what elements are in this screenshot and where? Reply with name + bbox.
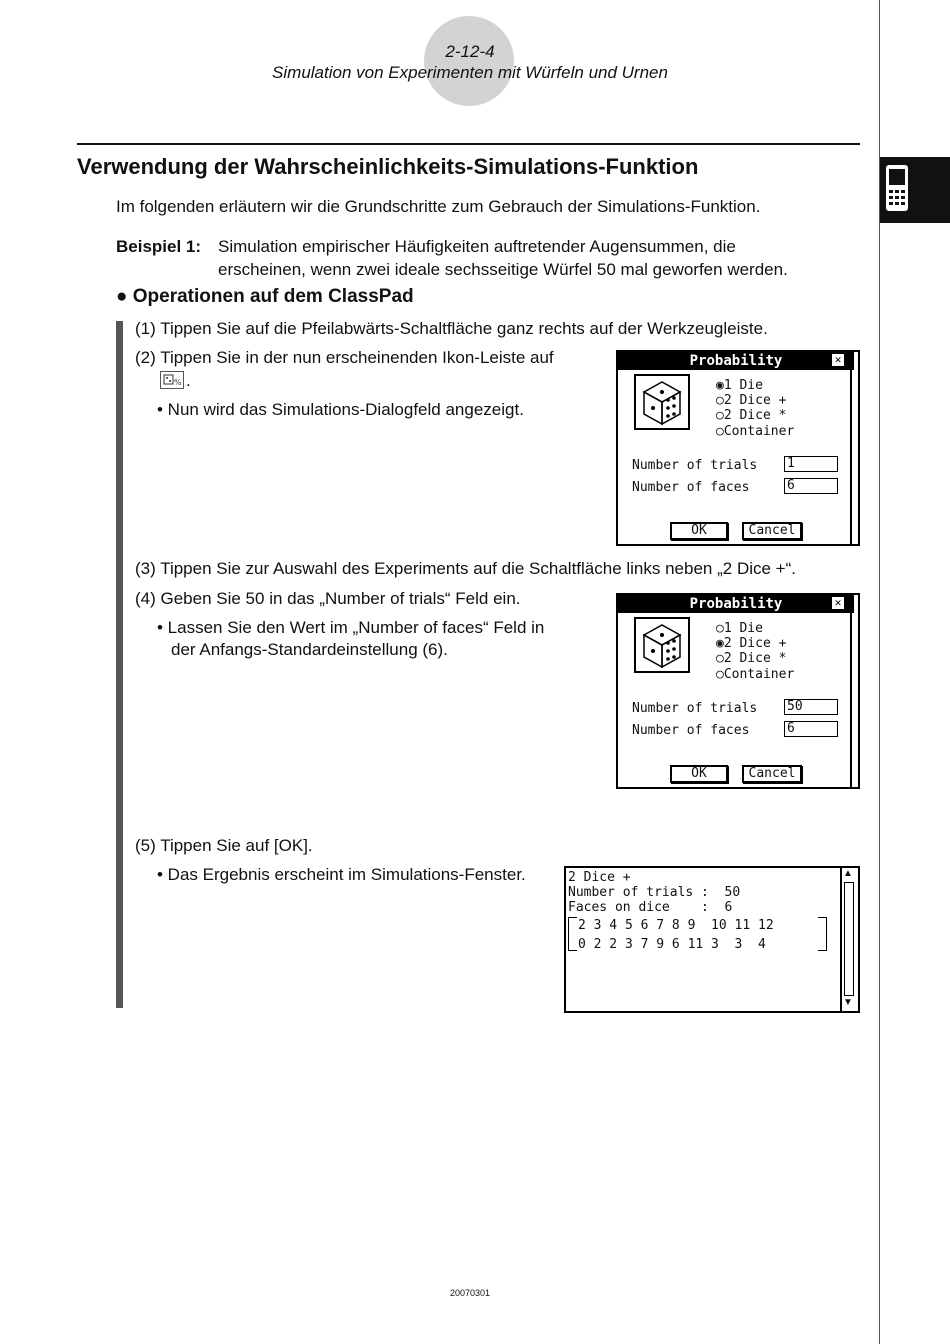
option-1-die[interactable]: ○1 Die [716,621,763,636]
page-number: 2-12-4 [445,42,495,61]
footer-code: 20070301 [449,1288,491,1298]
result-sums-row: 2 3 4 5 6 7 8 9 10 11 12 [578,918,774,933]
calculator-icon [880,157,950,223]
cancel-button[interactable]: Cancel [742,522,802,540]
result-counts-row: 0 2 2 3 7 9 6 11 3 3 4 [578,937,766,952]
simulation-result-window [564,866,860,1013]
intro-text: Im folgenden erläutern wir die Grundschritte zum Gebrauch der Simulations-Funktion. [116,197,761,216]
step-4: (4) Geben Sie 50 in das „Number of trials“ Feld ein. [135,589,521,608]
trials-field[interactable]: 50 [784,699,838,715]
close-icon[interactable]: ✕ [832,354,844,366]
matrix-right-bracket [818,917,827,951]
step-2: (2) Tippen Sie in der nun erscheinenden Ikon-Leiste auf [135,348,554,367]
step-bar [116,321,123,1008]
cancel-button[interactable]: Cancel [742,765,802,783]
trials-label: Number of trials [632,458,758,473]
section-heading: Verwendung der Wahrscheinlichkeits-Simulations-Funktion [77,154,699,179]
faces-label: Number of faces [632,723,750,738]
option-container[interactable]: ○Container [716,424,795,439]
result-scrollbar[interactable] [840,868,858,1011]
dialog-title-bar [618,595,854,613]
operations-heading-text: Operationen auf dem ClassPad [132,286,414,307]
faces-field[interactable]: 6 [784,478,838,494]
dialog-title-bar [618,352,854,370]
ok-button[interactable]: OK [670,522,728,540]
probability-dialog-1 [616,350,860,546]
option-2-dice-times[interactable]: ○2 Dice * [716,651,787,666]
simulation-icon [160,371,184,389]
matrix-left-bracket [568,917,577,951]
step-5-note: • Das Ergebnis erscheint im Simulations-Fenster. [157,865,526,884]
dialog-title: Probability [689,596,783,612]
heading-rule [77,143,860,145]
dice-icon [634,617,690,673]
dialog-scrollbar [850,352,856,544]
step-2-note: • Nun wird das Simulations-Dialogfeld angezeigt. [157,400,524,419]
example-label: Beispiel 1: [116,237,202,256]
trials-label: Number of trials [632,701,758,716]
faces-field[interactable]: 6 [784,721,838,737]
scroll-down-icon[interactable]: ▼ [843,997,853,1008]
step-4-note-2: der Anfangs-Standardeinstellung (6). [171,640,448,659]
trials-field[interactable]: 1 [784,456,838,472]
chapter-tab [880,157,950,223]
example-line-2: erscheinen, wenn zwei ideale sechsseitige Würfel 50 mal geworfen werden. [218,260,788,279]
ok-button[interactable]: OK [670,765,728,783]
option-2-dice-plus[interactable]: ◉2 Dice + [716,636,787,651]
faces-label: Number of faces [632,480,750,495]
probability-dialog-2 [616,593,860,789]
step-2-end: . [186,371,191,390]
result-faces: Faces on dice : 6 [568,900,733,915]
option-2-dice-times[interactable]: ○2 Dice * [716,408,787,423]
chapter-title: Simulation von Experimenten mit Würfeln und Urnen [272,63,668,82]
option-container[interactable]: ○Container [716,667,795,682]
dialog-title: Probability [689,353,783,369]
option-2-dice-plus[interactable]: ○2 Dice + [716,393,787,408]
result-trials: Number of trials : 50 [568,885,741,900]
svg-text:%: % [174,378,182,387]
dice-icon [634,374,690,430]
dialog-scrollbar [850,595,856,787]
step-3: (3) Tippen Sie zur Auswahl des Experiments auf die Schaltfläche links neben „2 Dice +“. [135,559,796,578]
scroll-up-icon[interactable]: ▲ [843,868,853,879]
example-line-1: Simulation empirischer Häufigkeiten auftretender Augensummen, die [218,237,736,256]
step-4-note-1: • Lassen Sie den Wert im „Number of faces“ Feld in [157,618,545,637]
scroll-track[interactable] [844,882,854,996]
option-1-die[interactable]: ◉1 Die [716,378,763,393]
close-icon[interactable]: ✕ [832,597,844,609]
result-experiment: 2 Dice + [568,870,631,885]
step-1: (1) Tippen Sie auf die Pfeilabwärts-Schaltfläche ganz rechts auf der Werkzeugleiste. [135,319,768,338]
operations-heading: ● Operationen auf dem ClassPad [116,286,414,307]
step-5: (5) Tippen Sie auf [OK]. [135,836,313,855]
